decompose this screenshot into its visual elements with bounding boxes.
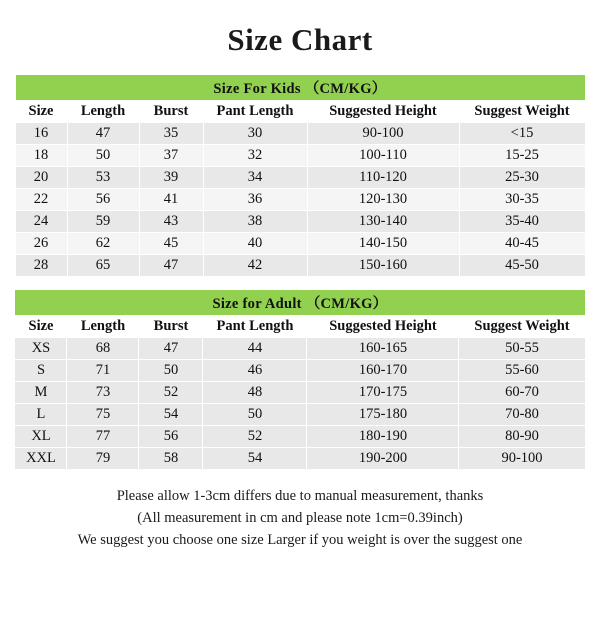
cell-height: 175-180 (307, 404, 459, 426)
cell-burst: 47 (139, 255, 203, 277)
cell-length: 77 (67, 426, 139, 448)
table-row (15, 338, 585, 360)
table-row (15, 255, 585, 277)
cell-weight: 60-70 (459, 382, 585, 404)
cell-length: 56 (67, 189, 139, 211)
kids-section-header: Size For Kids （CM/KG） (15, 75, 585, 101)
measurement-notes (15, 486, 585, 551)
cell-pant-length: 46 (203, 360, 307, 382)
cell-pant-length: 44 (203, 338, 307, 360)
kids-col-suggest-weight: Suggest Weight (459, 101, 585, 123)
cell-height: 90-100 (307, 123, 459, 145)
adult-column-header-row (15, 316, 585, 338)
cell-burst: 35 (139, 123, 203, 145)
cell-length: 65 (67, 255, 139, 277)
cell-size: XL (15, 426, 67, 448)
table-row (15, 189, 585, 211)
cell-size: 16 (15, 123, 67, 145)
cell-pant-length: 36 (203, 189, 307, 211)
cell-burst: 54 (139, 404, 203, 426)
cell-height: 150-160 (307, 255, 459, 277)
kids-col-size: Size (15, 101, 67, 123)
cell-pant-length: 30 (203, 123, 307, 145)
note-line-1: Please allow 1-3cm differs due to manual measurement, thanks (116, 488, 484, 504)
cell-length: 75 (67, 404, 139, 426)
cell-weight: 70-80 (459, 404, 585, 426)
cell-size: 18 (15, 145, 67, 167)
cell-pant-length: 32 (203, 145, 307, 167)
cell-burst: 47 (139, 338, 203, 360)
section-divider (0, 277, 600, 289)
cell-length: 50 (67, 145, 139, 167)
cell-burst: 50 (139, 360, 203, 382)
cell-size: S (15, 360, 67, 382)
note-line-2: (All measurement in cm and please note 1cm=0.39inch) (137, 510, 463, 527)
cell-pant-length: 42 (203, 255, 307, 277)
cell-length: 47 (67, 123, 139, 145)
cell-height: 120-130 (307, 189, 459, 211)
cell-height: 100-110 (307, 145, 459, 167)
kids-size-table (15, 74, 586, 277)
adult-col-suggest-weight: Suggest Weight (459, 316, 585, 338)
cell-weight: 45-50 (459, 255, 585, 277)
cell-length: 71 (67, 360, 139, 382)
cell-burst: 43 (139, 211, 203, 233)
cell-pant-length: 38 (203, 211, 307, 233)
adult-table-body (15, 290, 585, 470)
kids-col-burst: Burst (139, 101, 203, 123)
cell-height: 130-140 (307, 211, 459, 233)
adult-size-table (14, 289, 585, 470)
cell-size: M (15, 382, 67, 404)
cell-weight: 30-35 (459, 189, 585, 211)
adult-col-burst: Burst (139, 316, 203, 338)
cell-pant-length: 52 (203, 426, 307, 448)
adult-section-header-row (15, 290, 585, 316)
table-row (15, 382, 585, 404)
cell-weight: 25-30 (459, 167, 585, 189)
kids-col-suggested-height: Suggested Height (307, 101, 459, 123)
adult-col-size: Size (15, 316, 67, 338)
table-row (15, 448, 585, 470)
adult-col-suggested-height: Suggested Height (307, 316, 459, 338)
cell-pant-length: 50 (203, 404, 307, 426)
cell-length: 79 (67, 448, 139, 470)
cell-pant-length: 40 (203, 233, 307, 255)
cell-length: 62 (67, 233, 139, 255)
cell-size: L (15, 404, 67, 426)
kids-column-header-row (15, 101, 585, 123)
cell-size: 26 (15, 233, 67, 255)
cell-burst: 45 (139, 233, 203, 255)
cell-height: 110-120 (307, 167, 459, 189)
cell-size: XS (15, 338, 67, 360)
adult-col-length: Length (67, 316, 139, 338)
adult-section-header: Size for Adult （CM/KG） (15, 290, 585, 316)
table-row (15, 233, 585, 255)
cell-burst: 52 (139, 382, 203, 404)
cell-height: 160-170 (307, 360, 459, 382)
kids-col-pant-length: Pant Length (203, 101, 307, 123)
cell-burst: 56 (139, 426, 203, 448)
table-row (15, 426, 585, 448)
cell-pant-length: 48 (203, 382, 307, 404)
cell-height: 160-165 (307, 338, 459, 360)
page-title: Size Chart (227, 22, 373, 57)
kids-col-length: Length (67, 101, 139, 123)
cell-height: 170-175 (307, 382, 459, 404)
adult-col-pant-length: Pant Length (203, 316, 307, 338)
cell-height: 180-190 (307, 426, 459, 448)
size-chart-page (0, 22, 600, 622)
kids-table-body (15, 75, 585, 277)
kids-section-header-row (15, 75, 585, 101)
cell-length: 68 (67, 338, 139, 360)
table-row (15, 167, 585, 189)
cell-burst: 37 (139, 145, 203, 167)
cell-size: 20 (15, 167, 67, 189)
table-row (15, 145, 585, 167)
cell-height: 190-200 (307, 448, 459, 470)
cell-weight: 55-60 (459, 360, 585, 382)
cell-size: XXL (15, 448, 67, 470)
note-line-3: We suggest you choose one size Larger if you weight is over the suggest one (77, 532, 523, 549)
cell-length: 73 (67, 382, 139, 404)
table-row (15, 360, 585, 382)
cell-size: 24 (15, 211, 67, 233)
cell-burst: 41 (139, 189, 203, 211)
cell-length: 59 (67, 211, 139, 233)
table-row (15, 123, 585, 145)
cell-size: 22 (15, 189, 67, 211)
cell-weight: 40-45 (459, 233, 585, 255)
cell-weight: <15 (459, 123, 585, 145)
cell-size: 28 (15, 255, 67, 277)
cell-weight: 35-40 (459, 211, 585, 233)
table-row (15, 211, 585, 233)
cell-burst: 39 (139, 167, 203, 189)
cell-burst: 58 (139, 448, 203, 470)
cell-weight: 15-25 (459, 145, 585, 167)
table-row (15, 404, 585, 426)
cell-weight: 90-100 (459, 448, 585, 470)
cell-weight: 80-90 (459, 426, 585, 448)
cell-pant-length: 54 (203, 448, 307, 470)
cell-weight: 50-55 (459, 338, 585, 360)
cell-height: 140-150 (307, 233, 459, 255)
cell-length: 53 (67, 167, 139, 189)
cell-pant-length: 34 (203, 167, 307, 189)
